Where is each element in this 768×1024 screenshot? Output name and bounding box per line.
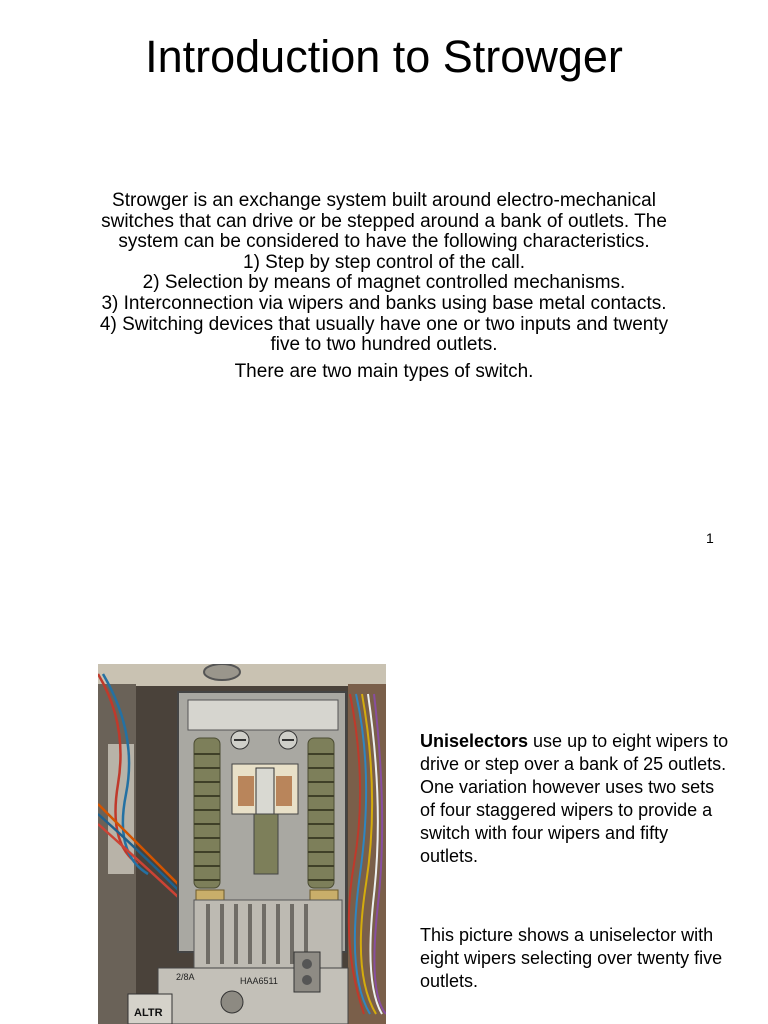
serial-label: HAA6511 bbox=[240, 976, 278, 986]
intro-list-item-1: 1) Step by step control of the call. bbox=[243, 251, 525, 273]
part-code-label: 2/8A bbox=[176, 972, 195, 982]
picture-caption: This picture shows a uniselector with eight wipers selecting over twenty five outlets. bbox=[420, 925, 723, 991]
uniselector-photo bbox=[98, 664, 386, 1024]
intro-list-item-4: 4) Switching devices that usually have one or two inputs and twenty bbox=[99, 313, 669, 335]
intro-line: system can be considered to have the following characteristics. bbox=[118, 231, 650, 253]
intro-line: switches that can drive or be stepped around a bank of outlets. The bbox=[101, 210, 667, 232]
page-number: 1 bbox=[706, 530, 714, 546]
intro-list-item-3: 3) Interconnection via wipers and banks using base metal contacts. bbox=[101, 292, 667, 314]
intro-text bbox=[50, 191, 718, 356]
intro-list-item-4-cont: five to two hundred outlets. bbox=[270, 334, 498, 356]
intro-list-item-2: 2) Selection by means of magnet controlled mechanisms. bbox=[142, 272, 626, 294]
switch-types-line: There are two main types of switch. bbox=[234, 361, 534, 382]
slide-title: Introduction to Strowger bbox=[145, 31, 623, 82]
plate-label: ALTR bbox=[134, 1007, 163, 1019]
uniselector-description-text: use up to eight wipers to drive or step over a bank of 25 outlets. One variation however uses two sets of four staggered wipers to provide a switch with four wipers and fifty outlets. bbox=[420, 731, 729, 866]
uniselector-description bbox=[420, 730, 730, 868]
intro-line: Strowger is an exchange system built around electro-mechanical bbox=[112, 190, 656, 211]
uniselector-term: Uniselectors bbox=[420, 731, 529, 751]
